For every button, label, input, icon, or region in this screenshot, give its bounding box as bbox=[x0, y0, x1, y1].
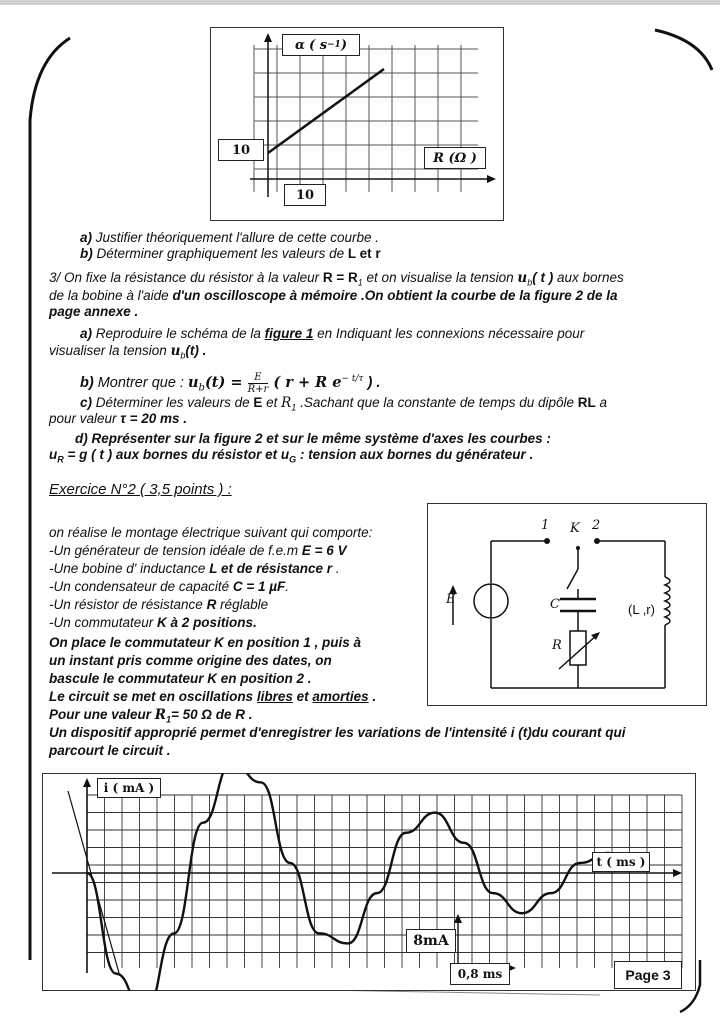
question-3c-line1: c) Déterminer les valeurs de E et $R_1$ .Sachant que la constante de temps du dipôle RL a bbox=[80, 395, 608, 413]
graph1-x-tick-label: 10 bbox=[284, 184, 326, 206]
question-b1: b) Déterminer graphiquement les valeurs de L et r bbox=[80, 246, 381, 261]
graph2-x-scale-label: 0,8 ms bbox=[450, 963, 510, 985]
circuit-label-c: C bbox=[550, 597, 560, 612]
circuit-label-1: 1 bbox=[541, 518, 550, 533]
circuit-label-r: R bbox=[552, 638, 562, 653]
exercise-2-p5: Pour une valeur $R_1= 50$ Ω de R . bbox=[49, 707, 253, 725]
question-3d-line1: d) Représenter sur la figure 2 et sur le même système d'axes les courbes : bbox=[75, 431, 551, 446]
page-number: Page 3 bbox=[614, 961, 682, 989]
question-3a-line1: a) Reproduire le schéma de la figure 1 en Indiquant les connexions nécessaire pour bbox=[80, 326, 585, 341]
fraction: $\frac{E}{R+r}$ bbox=[247, 371, 269, 395]
question-3-line1: 3/ On fixe la résistance du résistor à la valeur $R = R_1$ et on visualise la tension $u_b$( t ) aux bornes bbox=[49, 270, 624, 288]
switch-contact-2 bbox=[594, 538, 600, 544]
graph1-y-tick-label: 10 bbox=[218, 139, 264, 161]
switch-contact-1 bbox=[544, 538, 550, 544]
exercise-2-p1: On place le commutateur K en position 1 , puis à bbox=[49, 635, 362, 650]
question-3-line3: page annexe . bbox=[49, 304, 139, 319]
question-3a-line2: visualiser la tension $u_b(t)$ . bbox=[49, 343, 207, 361]
question-3d-line2: $u_R = g$ ( t ) aux bornes du résistor et $u_G$ : tension aux bornes du générateur . bbox=[49, 447, 534, 465]
circuit-label-k: K bbox=[570, 521, 580, 536]
graph1-y-axis-label: α ( s −1 ) bbox=[282, 34, 360, 56]
graph2-frame bbox=[43, 774, 696, 991]
question-3b: b) Montrer que : $u_b(t)$ = $\frac{E}{R+r}$ ( r + R $e^{- t/\tau}$ ) . bbox=[80, 371, 381, 395]
component-switch: -Un commutateur K à 2 positions. bbox=[49, 615, 257, 630]
component-resistor: -Un résistor de résistance R réglable bbox=[49, 597, 269, 612]
current-vs-time-graph bbox=[42, 773, 696, 991]
graph2-x-axis-label: t ( ms ) bbox=[592, 852, 650, 872]
right-border-curve bbox=[655, 30, 712, 70]
question-3c-line2: pour valeur τ = 20 ms . bbox=[49, 411, 187, 426]
circuit-diagram bbox=[427, 503, 707, 706]
graph2-y-axis-label: i ( mA ) bbox=[97, 778, 161, 798]
switch-pivot bbox=[576, 546, 580, 550]
component-generator: -Un générateur de tension idéale de f.e.m E = 6 V bbox=[49, 543, 347, 558]
question-3-line2: de la bobine à l'aide d'un oscilloscope à mémoire .On obtient la courbe de la figure 2 de la bbox=[49, 288, 618, 303]
variable-resistor bbox=[570, 631, 586, 665]
circuit-label-e: E bbox=[446, 592, 456, 607]
exercise-2-p7: parcourt le circuit . bbox=[49, 743, 171, 758]
exercise-2-p2: un instant pris comme origine des dates, on bbox=[49, 653, 332, 668]
component-capacitor: -Un condensateur de capacité C = 1 µF. bbox=[49, 579, 290, 594]
exercise-2-p6: Un dispositif approprié permet d'enregistrer les variations de l'intensité i (t)du courant qui bbox=[49, 725, 626, 740]
question-a1: a) Justifier théoriquement l'allure de cette courbe . bbox=[80, 230, 379, 245]
graph2-y-scale-label: 8mA bbox=[406, 929, 456, 953]
component-coil: -Une bobine d' inductance L et de résistance r . bbox=[49, 561, 340, 576]
alpha-vs-r-graph bbox=[210, 27, 504, 221]
exercise-2-p3: bascule le commutateur K en position 2 . bbox=[49, 671, 312, 686]
circuit-label-lr: (L ,r) bbox=[628, 602, 655, 617]
exercise-2-intro: on réalise le montage électrique suivant qui comporte: bbox=[49, 525, 373, 540]
exercise-2-p4: Le circuit se met en oscillations libres et amorties . bbox=[49, 689, 377, 704]
circuit-label-2: 2 bbox=[592, 518, 601, 533]
exercise-2-title: Exercice N°2 ( 3,5 points ) : bbox=[49, 481, 232, 498]
graph1-x-axis-label: R (Ω ) bbox=[424, 147, 486, 169]
